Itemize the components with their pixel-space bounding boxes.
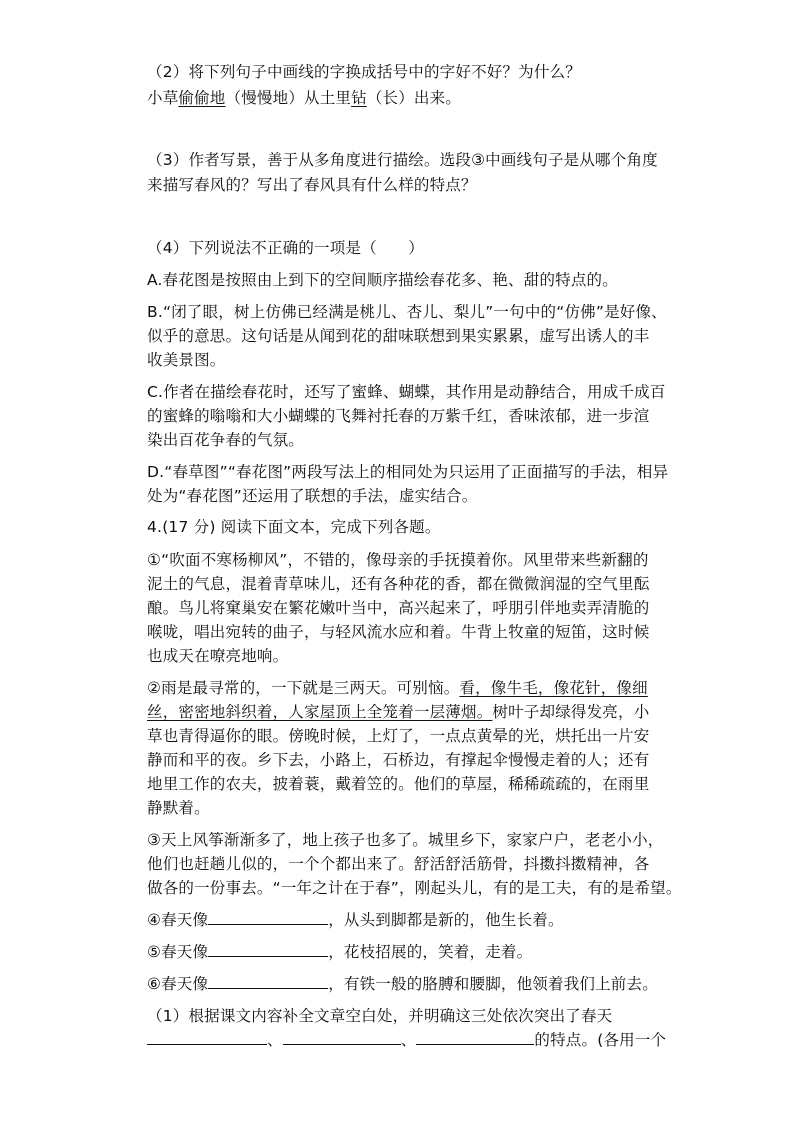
para-1-line-2: 泥土的气息，混着青草味儿，还有各种花的香，都在微微润湿的空气里酝	[147, 575, 650, 593]
q1-post: 的特点。(各用一个	[534, 1031, 667, 1049]
para-2-underlined-part-1: 看，像牛毛，像花针，像细	[459, 679, 648, 697]
q4-option-d-line-2: 处为“春花图”还运用了联想的手法，虚实结合。	[147, 487, 478, 505]
q1-sep-2: 、	[400, 1031, 417, 1049]
q1-blank-2[interactable]	[283, 1030, 401, 1045]
para-2-line-2	[147, 702, 649, 722]
section-4-header: 4.(17 分) 阅读下面文本，完成下列各题。	[147, 518, 441, 536]
q4-option-b-line-3: 收美景图。	[147, 351, 226, 369]
q4-option-b-line-1: B.“闭了眼，树上仿佛已经满是桃儿、杏儿、梨儿”一句中的“仿佛”是好像、	[147, 303, 667, 321]
para-5-post: ，花枝招展的，笑着，走着。	[328, 943, 533, 961]
q3-line-2: 来描写春风的？写出了春风具有什么样的特点？	[147, 176, 477, 194]
q3-line-1: （3）作者写景，善于从多角度进行描绘。选段③中画线句子是从哪个角度	[147, 151, 658, 169]
para-6-pre: ⑥春天像	[147, 975, 209, 993]
q2-sentence	[147, 88, 461, 108]
q2-underlined-word-2: 钻	[351, 89, 367, 107]
q4-option-c-line-1: C.作者在描绘春花时，还写了蜜蜂、蝴蝶，其作用是动静结合，用成千成百	[147, 383, 666, 401]
para-2-line-4: 静而和平的夜。乡下去，小路上，石桥边，有撑起伞慢慢走着的人；还有	[147, 751, 650, 769]
para-4	[147, 910, 564, 930]
q2-sentence-mid: （慢慢地）从土里	[225, 89, 352, 107]
para-1-line-4: 喉咙，唱出宛转的曲子，与轻风流水应和着。牛背上牧童的短笛，这时候	[147, 623, 650, 641]
para-3-line-3: 做各的一份事去。“一年之计在于春”，刚起头儿，有的是工夫，有的是希望。	[147, 879, 682, 897]
q4-option-c-line-3: 染出百花争春的气氛。	[147, 431, 305, 449]
para-1-line-1: ①“吹面不寒杨柳风”，不错的，像母亲的手抚摸着你。风里带来些新翻的	[147, 551, 649, 569]
para-5-pre: ⑤春天像	[147, 943, 209, 961]
q2-sentence-pre: 小草	[147, 89, 179, 107]
para-2-line-2-post: 树叶子却绿得发亮，小	[492, 703, 650, 721]
q1-sep-1: 、	[267, 1031, 283, 1049]
para-3-line-1: ③天上风筝渐渐多了，地上孩子也多了。城里乡下，家家户户，老老小小，	[147, 831, 664, 849]
q4-option-a: A.春花图是按照由上到下的空间顺序描绘春花多、艳、甜的特点的。	[147, 271, 618, 289]
para-2-line-5: 地里工作的农夫，披着蓑，戴着笠的。他们的草屋，稀稀疏疏的，在雨里	[147, 775, 650, 793]
para-5	[147, 942, 532, 962]
q2-underlined-word-1: 偷偷地	[178, 89, 226, 107]
para-1-line-5: 也成天在嘹亮地响。	[147, 647, 289, 665]
para-2-line-3: 草也青得逼你的眼。傍晚时候，上灯了，一点点黄晕的光，烘托出一片安	[147, 727, 650, 745]
q4-option-b-line-2: 似乎的意思。这句话是从闻到花的甜味联想到果实累累，虚写出诱人的丰	[147, 327, 650, 345]
para-4-blank[interactable]	[208, 910, 328, 925]
q1-prompt: （1）根据课文内容补全文章空白处，并明确这三处依次突出了春天	[147, 1007, 613, 1025]
q1-blank-1[interactable]	[147, 1030, 267, 1045]
para-2-underlined-part-2: 丝，密密地斜织着，人家屋顶上全笼着一层薄烟。	[147, 703, 493, 721]
para-6	[147, 974, 658, 994]
para-4-post: ，从头到脚都是新的，他生长着。	[328, 911, 564, 929]
para-2-line-1	[147, 678, 648, 698]
q2-sentence-post: （长）出来。	[366, 89, 462, 107]
para-1-line-3: 酿。鸟儿将窠巢安在繁花嫩叶当中，高兴起来了，呼朋引伴地卖弄清脆的	[147, 599, 650, 617]
para-4-pre: ④春天像	[147, 911, 209, 929]
q1-answer-line	[147, 1030, 666, 1050]
para-6-post: ，有铁一般的胳膊和腰脚，他领着我们上前去。	[328, 975, 658, 993]
para-2-line-1-pre: ②雨是最寻常的，一下就是三两天。可别恼。	[147, 679, 460, 697]
para-6-blank[interactable]	[208, 974, 328, 989]
q4-option-d-line-1: D.“春草图”“春花图”两段写法上的相同处为只运用了正面描写的手法，相异	[147, 463, 669, 481]
para-3-line-2: 他们也赶趟儿似的，一个个都出来了。舒活舒活筋骨，抖擞抖擞精神，各	[147, 855, 650, 873]
q4-stem: （4）下列说法不正确的一项是（ ）	[147, 239, 424, 257]
q4-option-c-line-2: 的蜜蜂的嗡嗡和大小蝴蝶的飞舞衬托春的万紫千红，香味浓郁，进一步渲	[147, 407, 650, 425]
para-2-line-6: 静默着。	[147, 799, 210, 817]
para-5-blank[interactable]	[208, 942, 328, 957]
q1-blank-3[interactable]	[416, 1030, 534, 1045]
q2-prompt: （2）将下列句子中画线的字换成括号中的字好不好？为什么？	[147, 63, 581, 81]
